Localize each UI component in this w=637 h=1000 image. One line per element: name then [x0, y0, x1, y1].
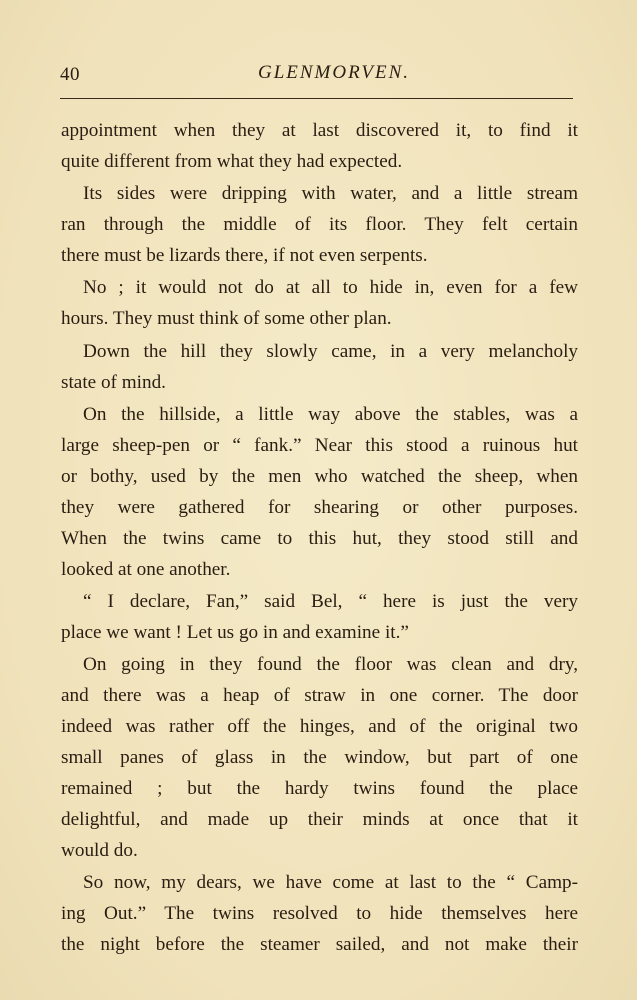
page-number: 40: [60, 64, 80, 85]
text-line: or bothy, used by the men who watched the sheep, when: [61, 465, 578, 487]
text-line: and there was a heap of straw in one corner. The door: [61, 685, 578, 707]
text-line: the night before the steamer sailed, and not make their: [61, 934, 578, 956]
header-rule: [60, 98, 573, 99]
text-line: would do.: [61, 840, 138, 862]
text-line: small panes of glass in the window, but part of one: [61, 747, 578, 769]
text-line: state of mind.: [61, 371, 166, 393]
text-line: they were gathered for shearing or other purposes.: [61, 496, 578, 518]
text-line: place we want ! Let us go in and examine it.”: [61, 621, 409, 643]
text-line: quite different from what they had expected.: [61, 151, 403, 172]
text-line: No ; it would not do at all to hide in, even for a few: [83, 277, 578, 299]
page-header: [60, 62, 578, 92]
text-line: indeed was rather off the hinges, and of the original two: [61, 716, 578, 738]
text-line: looked at one another.: [61, 558, 231, 580]
text-line: On the hillside, a little way above the stables, was a: [83, 403, 578, 425]
text-line: ran through the middle of its floor. They felt certain: [61, 214, 578, 236]
text-line: Down the hill they slowly came, in a very melancholy: [83, 340, 578, 362]
body-text: [61, 115, 578, 960]
text-line: So now, my dears, we have come at last to the “ Camp-: [83, 872, 578, 894]
text-line: ing Out.” The twins resolved to hide themselves here: [61, 903, 578, 925]
text-line: On going in they found the floor was clean and dry,: [83, 654, 578, 676]
text-line: appointment when they at last discovered it, to find it: [61, 120, 578, 141]
running-title: GLENMORVEN.: [257, 62, 410, 83]
text-line: large sheep-pen or “ fank.” Near this stood a ruinous hut: [61, 434, 578, 456]
text-line: When the twins came to this hut, they stood still and: [61, 527, 578, 549]
text-line: remained ; but the hardy twins found the place: [61, 778, 578, 800]
text-line: there must be lizards there, if not even serpents.: [61, 245, 428, 267]
text-line: delightful, and made up their minds at once that it: [61, 809, 578, 831]
text-line: “ I declare, Fan,” said Bel, “ here is just the very: [83, 590, 578, 612]
text-line: Its sides were dripping with water, and a little stream: [83, 183, 578, 205]
text-line: hours. They must think of some other plan.: [61, 308, 392, 330]
